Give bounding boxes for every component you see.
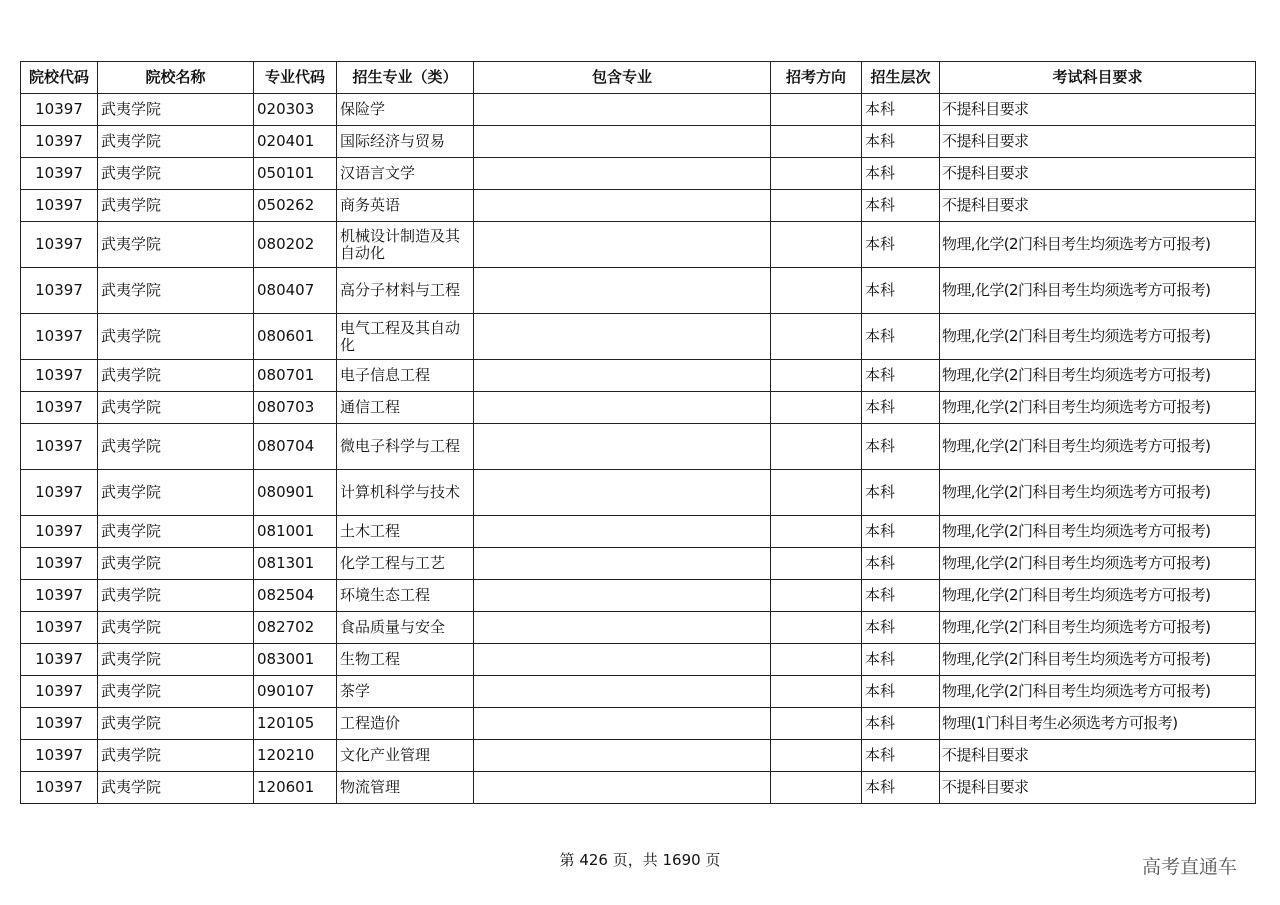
cell-subject-requirement: 物理(1门科目考生必须选考方可报考): [940, 708, 1256, 740]
cell-included-majors: [474, 190, 771, 222]
cell-major: 商务英语: [337, 190, 474, 222]
cell-level: 本科: [862, 158, 940, 190]
cell-major: 机械设计制造及其自动化: [337, 222, 474, 268]
cell-school-name: 武夷学院: [98, 424, 254, 470]
cell-subject-requirement: 物理,化学(2门科目考生均须选考方可报考): [940, 580, 1256, 612]
cell-major: 计算机科学与技术: [337, 470, 474, 516]
cell-school-name: 武夷学院: [98, 772, 254, 804]
cell-direction: [771, 126, 862, 158]
cell-direction: [771, 772, 862, 804]
cell-school-code: 10397: [21, 126, 98, 158]
cell-school-name: 武夷学院: [98, 644, 254, 676]
cell-level: 本科: [862, 612, 940, 644]
cell-subject-requirement: 不提科目要求: [940, 772, 1256, 804]
cell-included-majors: [474, 676, 771, 708]
cell-school-code: 10397: [21, 644, 98, 676]
cell-major-code: 080601: [254, 314, 337, 360]
cell-school-code: 10397: [21, 392, 98, 424]
cell-school-name: 武夷学院: [98, 268, 254, 314]
cell-school-name: 武夷学院: [98, 470, 254, 516]
watermark-text: 高考直通车: [1142, 856, 1238, 878]
cell-major: 化学工程与工艺: [337, 548, 474, 580]
cell-included-majors: [474, 580, 771, 612]
cell-direction: [771, 580, 862, 612]
cell-level: 本科: [862, 268, 940, 314]
cell-major: 高分子材料与工程: [337, 268, 474, 314]
cell-school-code: 10397: [21, 708, 98, 740]
cell-level: 本科: [862, 470, 940, 516]
cell-major-code: 080407: [254, 268, 337, 314]
cell-subject-requirement: 物理,化学(2门科目考生均须选考方可报考): [940, 222, 1256, 268]
cell-school-code: 10397: [21, 516, 98, 548]
table-row: [21, 580, 1256, 612]
cell-level: 本科: [862, 708, 940, 740]
table-row: [21, 126, 1256, 158]
cell-included-majors: [474, 158, 771, 190]
cell-direction: [771, 708, 862, 740]
cell-included-majors: [474, 126, 771, 158]
cell-major: 生物工程: [337, 644, 474, 676]
cell-major: 国际经济与贸易: [337, 126, 474, 158]
header-subject-requirement: 考试科目要求: [940, 62, 1256, 94]
cell-direction: [771, 314, 862, 360]
cell-major-code: 080704: [254, 424, 337, 470]
cell-school-code: 10397: [21, 772, 98, 804]
cell-included-majors: [474, 314, 771, 360]
cell-direction: [771, 94, 862, 126]
cell-school-name: 武夷学院: [98, 222, 254, 268]
cell-major: 茶学: [337, 676, 474, 708]
cell-subject-requirement: 物理,化学(2门科目考生均须选考方可报考): [940, 268, 1256, 314]
header-major-code: 专业代码: [254, 62, 337, 94]
cell-major: 电子信息工程: [337, 360, 474, 392]
cell-included-majors: [474, 424, 771, 470]
cell-included-majors: [474, 470, 771, 516]
cell-subject-requirement: 物理,化学(2门科目考生均须选考方可报考): [940, 392, 1256, 424]
cell-direction: [771, 222, 862, 268]
cell-included-majors: [474, 222, 771, 268]
table-row: [21, 612, 1256, 644]
cell-level: 本科: [862, 772, 940, 804]
cell-school-code: 10397: [21, 268, 98, 314]
cell-subject-requirement: 不提科目要求: [940, 126, 1256, 158]
cell-level: 本科: [862, 740, 940, 772]
cell-level: 本科: [862, 424, 940, 470]
cell-major-code: 081301: [254, 548, 337, 580]
cell-level: 本科: [862, 190, 940, 222]
cell-major-code: 120210: [254, 740, 337, 772]
cell-school-code: 10397: [21, 190, 98, 222]
cell-school-code: 10397: [21, 676, 98, 708]
header-school-name: 院校名称: [98, 62, 254, 94]
cell-subject-requirement: 物理,化学(2门科目考生均须选考方可报考): [940, 676, 1256, 708]
cell-direction: [771, 158, 862, 190]
cell-major: 环境生态工程: [337, 580, 474, 612]
table-row: [21, 314, 1256, 360]
table-row: [21, 268, 1256, 314]
cell-school-name: 武夷学院: [98, 676, 254, 708]
cell-major: 微电子科学与工程: [337, 424, 474, 470]
cell-school-code: 10397: [21, 360, 98, 392]
cell-school-name: 武夷学院: [98, 708, 254, 740]
cell-subject-requirement: 不提科目要求: [940, 158, 1256, 190]
cell-subject-requirement: 物理,化学(2门科目考生均须选考方可报考): [940, 424, 1256, 470]
cell-major-code: 050262: [254, 190, 337, 222]
cell-school-name: 武夷学院: [98, 392, 254, 424]
cell-subject-requirement: 物理,化学(2门科目考生均须选考方可报考): [940, 516, 1256, 548]
cell-subject-requirement: 物理,化学(2门科目考生均须选考方可报考): [940, 360, 1256, 392]
cell-level: 本科: [862, 392, 940, 424]
cell-major-code: 080703: [254, 392, 337, 424]
cell-major-code: 082504: [254, 580, 337, 612]
cell-included-majors: [474, 360, 771, 392]
cell-direction: [771, 424, 862, 470]
page-number: 第 426 页，共 1690 页: [559, 851, 721, 869]
cell-included-majors: [474, 644, 771, 676]
cell-level: 本科: [862, 676, 940, 708]
cell-major: 文化产业管理: [337, 740, 474, 772]
table-row: [21, 94, 1256, 126]
header-school-code: 院校代码: [21, 62, 98, 94]
cell-included-majors: [474, 548, 771, 580]
cell-level: 本科: [862, 580, 940, 612]
cell-school-name: 武夷学院: [98, 516, 254, 548]
cell-major-code: 083001: [254, 644, 337, 676]
header-level: 招生层次: [862, 62, 940, 94]
enrollment-table-container: [20, 61, 1255, 804]
cell-direction: [771, 612, 862, 644]
cell-included-majors: [474, 708, 771, 740]
cell-direction: [771, 268, 862, 314]
cell-major-code: 020303: [254, 94, 337, 126]
cell-level: 本科: [862, 644, 940, 676]
cell-major-code: 020401: [254, 126, 337, 158]
table-row: [21, 222, 1256, 268]
cell-major: 土木工程: [337, 516, 474, 548]
cell-school-code: 10397: [21, 314, 98, 360]
cell-major-code: 120105: [254, 708, 337, 740]
cell-major-code: 080901: [254, 470, 337, 516]
table-row: [21, 676, 1256, 708]
header-included-majors: 包含专业: [474, 62, 771, 94]
cell-school-code: 10397: [21, 424, 98, 470]
cell-school-name: 武夷学院: [98, 94, 254, 126]
cell-level: 本科: [862, 314, 940, 360]
cell-major-code: 080701: [254, 360, 337, 392]
cell-school-code: 10397: [21, 222, 98, 268]
cell-major: 通信工程: [337, 392, 474, 424]
cell-included-majors: [474, 772, 771, 804]
cell-major: 工程造价: [337, 708, 474, 740]
cell-major-code: 090107: [254, 676, 337, 708]
cell-major-code: 081001: [254, 516, 337, 548]
cell-level: 本科: [862, 516, 940, 548]
cell-major-code: 050101: [254, 158, 337, 190]
cell-included-majors: [474, 94, 771, 126]
cell-direction: [771, 190, 862, 222]
cell-school-name: 武夷学院: [98, 548, 254, 580]
table-row: [21, 158, 1256, 190]
cell-school-code: 10397: [21, 740, 98, 772]
cell-subject-requirement: 物理,化学(2门科目考生均须选考方可报考): [940, 470, 1256, 516]
cell-included-majors: [474, 268, 771, 314]
table-row: [21, 772, 1256, 804]
cell-subject-requirement: 不提科目要求: [940, 740, 1256, 772]
cell-direction: [771, 392, 862, 424]
cell-school-name: 武夷学院: [98, 612, 254, 644]
table-row: [21, 424, 1256, 470]
cell-included-majors: [474, 392, 771, 424]
header-direction: 招考方向: [771, 62, 862, 94]
table-row: [21, 360, 1256, 392]
cell-school-code: 10397: [21, 94, 98, 126]
cell-school-name: 武夷学院: [98, 126, 254, 158]
cell-school-code: 10397: [21, 548, 98, 580]
cell-school-name: 武夷学院: [98, 580, 254, 612]
table-row: [21, 708, 1256, 740]
cell-major: 食品质量与安全: [337, 612, 474, 644]
enrollment-table: [20, 61, 1256, 804]
table-row: [21, 548, 1256, 580]
cell-major: 电气工程及其自动化: [337, 314, 474, 360]
cell-included-majors: [474, 516, 771, 548]
table-row: [21, 392, 1256, 424]
cell-school-code: 10397: [21, 470, 98, 516]
table-row: [21, 516, 1256, 548]
cell-major: 物流管理: [337, 772, 474, 804]
cell-subject-requirement: 不提科目要求: [940, 94, 1256, 126]
table-body: [21, 94, 1256, 804]
cell-school-code: 10397: [21, 158, 98, 190]
cell-level: 本科: [862, 360, 940, 392]
cell-school-name: 武夷学院: [98, 158, 254, 190]
cell-school-name: 武夷学院: [98, 740, 254, 772]
cell-included-majors: [474, 740, 771, 772]
table-row: [21, 190, 1256, 222]
table-row: [21, 470, 1256, 516]
cell-major-code: 080202: [254, 222, 337, 268]
cell-level: 本科: [862, 548, 940, 580]
table-row: [21, 740, 1256, 772]
cell-level: 本科: [862, 222, 940, 268]
cell-direction: [771, 470, 862, 516]
cell-major-code: 120601: [254, 772, 337, 804]
cell-subject-requirement: 物理,化学(2门科目考生均须选考方可报考): [940, 644, 1256, 676]
header-major: 招生专业（类）: [337, 62, 474, 94]
cell-direction: [771, 360, 862, 392]
cell-school-code: 10397: [21, 580, 98, 612]
cell-major: 保险学: [337, 94, 474, 126]
cell-direction: [771, 740, 862, 772]
cell-school-code: 10397: [21, 612, 98, 644]
cell-included-majors: [474, 612, 771, 644]
cell-subject-requirement: 不提科目要求: [940, 190, 1256, 222]
cell-school-name: 武夷学院: [98, 314, 254, 360]
cell-subject-requirement: 物理,化学(2门科目考生均须选考方可报考): [940, 612, 1256, 644]
cell-direction: [771, 644, 862, 676]
cell-direction: [771, 516, 862, 548]
cell-major: 汉语言文学: [337, 158, 474, 190]
cell-level: 本科: [862, 94, 940, 126]
cell-major-code: 082702: [254, 612, 337, 644]
cell-school-name: 武夷学院: [98, 360, 254, 392]
cell-subject-requirement: 物理,化学(2门科目考生均须选考方可报考): [940, 548, 1256, 580]
table-header-row: [21, 62, 1256, 94]
cell-direction: [771, 548, 862, 580]
cell-subject-requirement: 物理,化学(2门科目考生均须选考方可报考): [940, 314, 1256, 360]
cell-school-name: 武夷学院: [98, 190, 254, 222]
cell-direction: [771, 676, 862, 708]
table-row: [21, 644, 1256, 676]
cell-level: 本科: [862, 126, 940, 158]
